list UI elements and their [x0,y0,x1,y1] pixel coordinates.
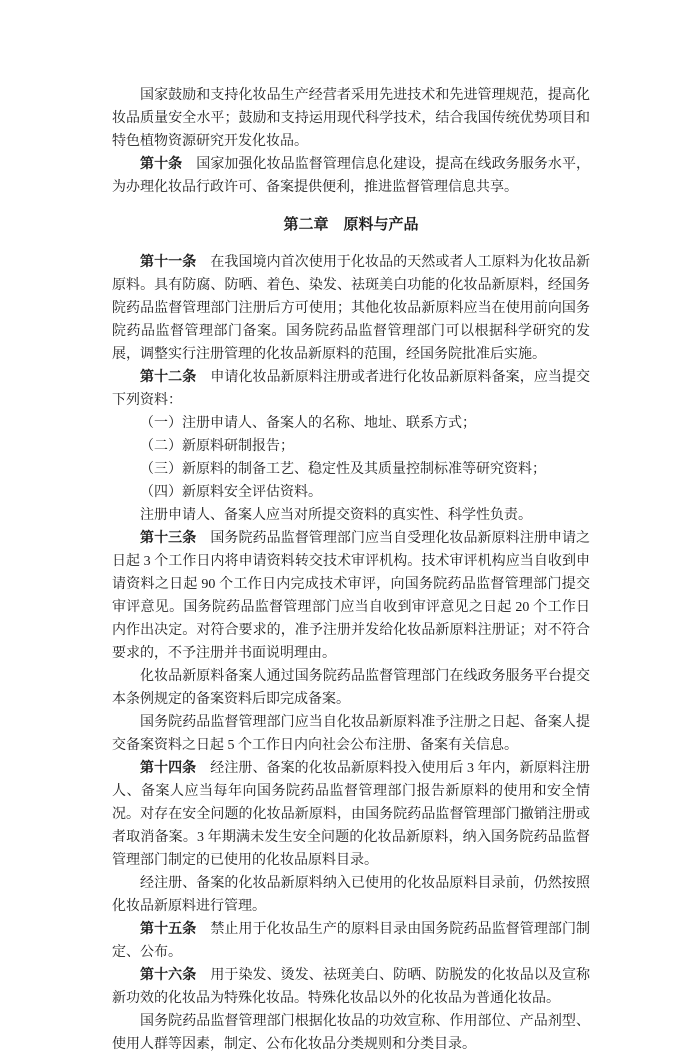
list-item [112,481,590,504]
paragraph [112,711,590,757]
paragraph-text: （二）新原料研制报告； [140,439,294,454]
paragraph-text: （四）新原料安全评估资料。 [140,485,322,500]
article-number: 第十五条 [140,922,197,937]
paragraph-text: （三）新原料的制备工艺、稳定性及其质量控制标准等研究资料； [140,462,546,477]
paragraph [112,872,590,918]
article-number: 第十四条 [140,761,197,776]
paragraph-text: 注册申请人、备案人应当对所提交资料的真实性、科学性负责。 [140,508,532,523]
paragraph [112,918,590,964]
article-number: 第十三条 [140,531,197,546]
list-item [112,412,590,435]
article-number: 第十条 [140,157,183,172]
paragraph-text: 国务院药品监督管理部门根据化妆品的功效宣称、作用部位、产品剂型、使用人群等因素，制定、公布化妆品分类规则和分类目录。 [112,1014,590,1052]
paragraph [112,527,590,665]
paragraph-text: 经注册、备案的化妆品新原料纳入已使用的化妆品原料目录前，仍然按照化妆品新原料进行管理。 [112,876,590,914]
paragraph [112,153,590,199]
paragraph-text: 国家加强化妆品监督管理信息化建设，提高在线政务服务水平，为办理化妆品行政许可、备案提供便利，推进监督管理信息共享。 [112,157,591,195]
paragraph-text: 国家鼓励和支持化妆品生产经营者采用先进技术和先进管理规范，提高化妆品质量安全水平；鼓励和支持运用现代科学技术，结合我国传统优势项目和特色植物资源研究开发化妆品。 [112,88,590,149]
paragraph [112,757,590,872]
chapter-heading: 第二章 原料与产品 [283,217,419,233]
paragraph [112,366,590,412]
paragraph [112,504,590,527]
paragraph-text: 国务院药品监督管理部门应当自受理化妆品新原料注册申请之日起 3 个工作日内将申请资料转交技术审评机构。技术审评机构应当自收到申请资料之日起 90 个工作日内完成技术审评，向国务院药品监督管理部门提交审评意见。国务院药品监督管理部门应当自收到审评意见之日起 20 个工作日内作出决定。对符合要求的，准予注册并发给化妆品新原料注册证；对不符合要求的，不予注册并书面说明理由。 [112,531,591,661]
paragraph-text: 化妆品新原料备案人通过国务院药品监督管理部门在线政务服务平台提交本条例规定的备案资料后即完成备案。 [112,669,590,707]
paragraph-text: 用于染发、烫发、祛斑美白、防晒、防脱发的化妆品以及宣称新功效的化妆品为特殊化妆品。特殊化妆品以外的化妆品为普通化妆品。 [112,968,591,1006]
paragraph [112,964,590,1010]
paragraph-text: 申请化妆品新原料注册或者进行化妆品新原料备案，应当提交下列资料： [112,370,591,408]
paragraph-text: 在我国境内首次使用于化妆品的天然或者人工原料为化妆品新原料。具有防腐、防晒、着色、染发、祛斑美白功能的化妆品新原料，经国务院药品监督管理部门注册后方可使用；其他化妆品新原料应当在使用前向国务院药品监督管理部门备案。国务院药品监督管理部门可以根据科学研究的发展，调整实行注册管理的化妆品新原料的范围，经国务院批准后实施。 [112,255,591,362]
list-item [112,435,590,458]
paragraph-text: 经注册、备案的化妆品新原料投入使用后 3 年内，新原料注册人、备案人应当每年向国务院药品监督管理部门报告新原料的使用和安全情况。对存在安全问题的化妆品新原料，由国务院药品监督管理部门撤销注册或者取消备案。3 年期满未发生安全问题的化妆品新原料，纳入国务院药品监督管理部门制定的已使用的化妆品原料目录。 [112,761,590,868]
article-number: 第十二条 [140,370,197,385]
paragraph [112,251,590,366]
paragraph-text: 禁止用于化妆品生产的原料目录由国务院药品监督管理部门制定、公布。 [112,922,591,960]
paragraph-text: 国务院药品监督管理部门应当自化妆品新原料准予注册之日起、备案人提交备案资料之日起 5 个工作日内向社会公布注册、备案有关信息。 [112,715,590,753]
list-item [112,458,590,481]
paragraph [112,84,590,153]
paragraph [112,665,590,711]
paragraph-text: （一）注册申请人、备案人的名称、地址、联系方式； [140,416,476,431]
article-number: 第十一条 [140,255,197,270]
article-number: 第十六条 [140,968,197,983]
paragraph [112,1010,590,1056]
